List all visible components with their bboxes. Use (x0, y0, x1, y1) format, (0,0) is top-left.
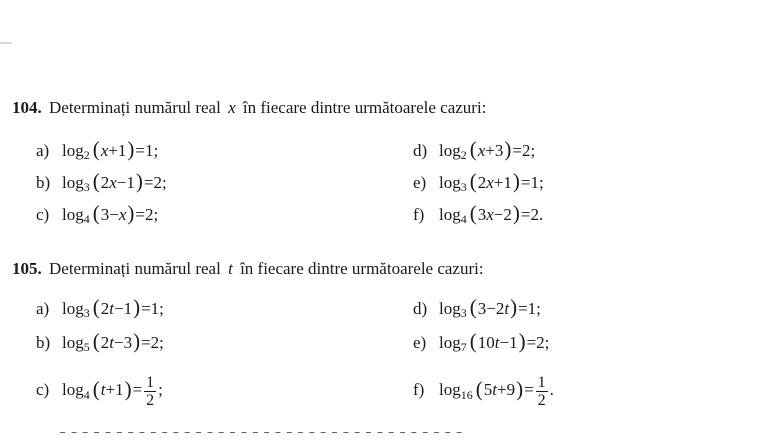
equals-sign: = (143, 172, 154, 192)
item-letter: d) (413, 140, 428, 160)
exercise-item-105-d (413, 295, 541, 320)
item-letter: b) (36, 172, 51, 192)
item-letter: c) (36, 204, 50, 224)
log-symbol: log (439, 140, 461, 160)
equals-sign: = (135, 140, 145, 160)
left-paren: ( (92, 169, 100, 193)
equals-sign: = (512, 140, 522, 160)
fraction (536, 374, 548, 410)
item-letter: e) (413, 172, 427, 192)
item-letter: b) (36, 332, 51, 352)
log-argument: 3−2t (477, 298, 510, 318)
right-paren: ) (124, 376, 132, 401)
problem-text-before: Determinați numărul real (49, 259, 221, 278)
log-base: 2 (83, 148, 90, 162)
fraction-numerator: 1 (537, 374, 546, 391)
exercise-item-105-f (413, 372, 554, 408)
equation (439, 137, 536, 162)
equation (62, 169, 167, 194)
log-base: 3 (83, 306, 90, 320)
right-paren: ) (135, 169, 143, 193)
item-letter: f) (413, 380, 425, 399)
equals-sign: = (526, 332, 537, 352)
fraction-denominator: 2 (537, 392, 546, 409)
item-letter: a) (36, 140, 50, 160)
item-letter: e) (413, 332, 427, 352)
log-argument: 2x−1 (100, 172, 135, 192)
right-hand-side: 1 (150, 298, 160, 318)
punctuation: . (538, 204, 544, 224)
log-base: 3 (460, 306, 467, 320)
log-base: 5 (83, 340, 90, 354)
equation (439, 372, 554, 408)
right-hand-side: 2 (153, 172, 162, 192)
log-symbol: log (62, 140, 84, 160)
punctuation: . (549, 380, 554, 399)
log-argument: x+3 (477, 140, 504, 160)
item-letter: c) (36, 380, 50, 399)
item-letter: f) (413, 204, 425, 224)
log-argument: 3x−2 (477, 204, 512, 224)
left-paren: ( (92, 376, 100, 401)
equals-sign: = (520, 204, 531, 224)
exercise-item-104-f (413, 201, 544, 226)
log-symbol: log (62, 332, 84, 352)
equals-sign: = (518, 298, 528, 318)
right-hand-side: 2 (521, 140, 531, 160)
log-argument: t+1 (100, 380, 124, 399)
equation (439, 329, 550, 354)
right-paren: ) (133, 329, 141, 353)
log-argument: 2x+1 (477, 172, 512, 192)
fraction (144, 374, 156, 410)
equals-sign: = (132, 380, 143, 399)
log-symbol: log (62, 298, 84, 318)
log-symbol: log (439, 204, 461, 224)
equals-sign: = (520, 172, 531, 192)
exercise-item-104-e (413, 169, 544, 194)
left-paren: ( (92, 137, 100, 161)
problem-number: 105. (12, 259, 42, 278)
fraction-numerator: 1 (146, 374, 155, 391)
exercise-item-104-a (36, 137, 159, 162)
problem-number: 104. (12, 98, 42, 117)
punctuation: ; (153, 204, 159, 224)
punctuation: ; (159, 298, 164, 318)
right-hand-side: 1 (530, 172, 539, 192)
right-hand-side: 2 (536, 332, 545, 352)
log-base: 2 (460, 148, 467, 162)
right-paren: ) (518, 329, 526, 353)
problem-text-after: în fiecare dintre următoarele cazuri: (240, 259, 484, 278)
log-symbol: log (439, 298, 461, 318)
right-paren: ) (504, 137, 512, 161)
equals-sign: = (524, 380, 534, 399)
exercise-item-105-e (413, 329, 550, 354)
log-base: 16 (460, 387, 473, 402)
problem-variable: t (228, 259, 233, 278)
log-base: 3 (460, 180, 467, 194)
right-paren: ) (512, 201, 520, 225)
log-symbol: log (62, 204, 84, 224)
log-base: 4 (460, 212, 467, 226)
equals-sign: = (135, 204, 145, 224)
equation (439, 295, 541, 320)
log-argument: 2t−1 (100, 298, 133, 318)
left-paren: ( (92, 201, 100, 225)
item-letter: d) (413, 298, 428, 318)
right-hand-side: 1 (527, 298, 537, 318)
log-symbol: log (62, 172, 84, 192)
equation (62, 201, 159, 226)
log-base: 7 (460, 340, 467, 354)
log-argument: x+1 (100, 140, 127, 160)
problem-text-after: în fiecare dintre următoarele cazuri: (242, 98, 487, 117)
punctuation: ; (530, 140, 536, 160)
left-paren: ( (92, 329, 100, 353)
equation (439, 169, 544, 194)
problem-variable: x (228, 98, 236, 117)
log-symbol: log (439, 332, 461, 352)
scan-artifact (0, 42, 12, 44)
equation (62, 372, 163, 408)
right-paren: ) (512, 169, 520, 193)
fraction-denominator: 2 (146, 392, 155, 409)
punctuation: ; (536, 298, 541, 318)
log-symbol: log (439, 380, 461, 399)
equals-sign: = (141, 332, 151, 352)
punctuation: ; (159, 332, 164, 352)
problem-text-before: Determinați numărul real (49, 98, 221, 117)
log-symbol: log (62, 380, 84, 399)
equation (62, 295, 164, 320)
right-paren: ) (127, 201, 135, 225)
problem-105-heading (12, 259, 484, 279)
log-argument: 3−x (100, 204, 127, 224)
left-paren: ( (469, 137, 477, 161)
left-paren: ( (469, 169, 477, 193)
right-hand-side: 1 (144, 140, 154, 160)
equation (439, 201, 544, 226)
problem-104-heading (12, 98, 486, 118)
left-paren: ( (475, 376, 483, 401)
right-hand-side: 2 (144, 204, 154, 224)
punctuation: ; (544, 332, 550, 352)
exercise-item-104-d (413, 137, 536, 162)
equation (62, 329, 164, 354)
log-base: 3 (83, 180, 90, 194)
log-argument: 2t−3 (100, 332, 133, 352)
right-hand-side: 2 (530, 204, 539, 224)
equation (62, 137, 159, 162)
left-paren: ( (469, 329, 477, 353)
right-hand-side: 2 (150, 332, 160, 352)
punctuation: ; (153, 140, 159, 160)
left-paren: ( (92, 295, 100, 319)
log-base: 4 (83, 387, 90, 402)
right-paren: ) (127, 137, 135, 161)
exercise-item-104-b (36, 169, 167, 194)
left-paren: ( (469, 201, 477, 225)
exercise-item-105-b (36, 329, 164, 354)
exercise-item-105-c (36, 372, 163, 408)
exercise-item-104-c (36, 201, 159, 226)
right-paren: ) (510, 295, 518, 319)
punctuation: ; (161, 172, 167, 192)
log-base: 4 (83, 212, 90, 226)
cropped-next-line: ˉ ˉ ˉ ˉ ˉ ˉ ˉ ˉ ˉ ˉ ˉ ˉ ˉ ˉ ˉ ˉ ˉ ˉ ˉ ˉ ˉ ˉ ˉ ˉ ˉ ˉ ˉ ˉ ˉ ˉ ˉ ˉ ˉ ˉ ˉ ˉ (60, 429, 463, 446)
right-paren: ) (133, 295, 141, 319)
log-argument: 5t+9 (483, 380, 516, 399)
log-symbol: log (439, 172, 461, 192)
item-letter: a) (36, 298, 50, 318)
log-argument: 10t−1 (477, 332, 518, 352)
right-paren: ) (516, 376, 524, 401)
punctuation: ; (538, 172, 544, 192)
left-paren: ( (469, 295, 477, 319)
exercise-item-105-a (36, 295, 164, 320)
equals-sign: = (141, 298, 151, 318)
punctuation: ; (158, 380, 163, 399)
